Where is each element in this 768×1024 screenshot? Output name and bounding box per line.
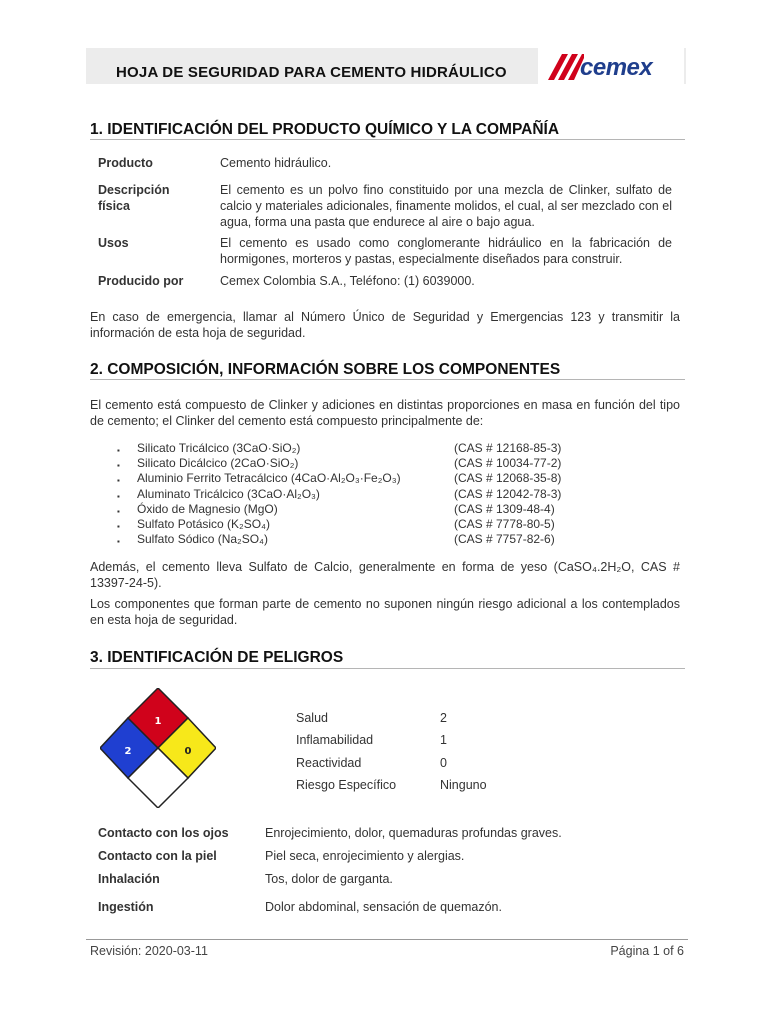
section1-rule — [90, 139, 685, 140]
component-name: Aluminato Tricálcico (3CaO·Al₂O₃) — [137, 486, 320, 501]
section3-heading: 3. IDENTIFICACIÓN DE PELIGROS — [90, 649, 344, 666]
calcium-sulfate-note: Además, el cemento lleva Sulfato de Calcio, generalmente en forma de yeso (CaSO₄.2H₂O, CAS # 13397-24-5). — [90, 560, 680, 590]
component-bullet: ▪ — [117, 446, 120, 455]
component-name: Silicato Dicálcico (2CaO·SiO₂) — [137, 456, 299, 471]
component-cas: (CAS # 12068-35-8) — [454, 471, 562, 486]
component-name: Sulfato Sódico (Na₂SO₄) — [137, 532, 268, 547]
hazard-label-riesgo-especifico: Riesgo Específico — [296, 778, 397, 792]
component-cas: (CAS # 1309-48-4) — [454, 501, 555, 516]
cemex-logo-stripes-icon — [538, 48, 584, 84]
cemex-logo — [538, 48, 684, 84]
hazard-label-inflamabilidad: Inflamabilidad — [296, 733, 374, 747]
effect-value-inhalacion: Tos, dolor de garganta. — [265, 872, 393, 886]
effect-value-piel: Piel seca, enrojecimiento y alergias. — [265, 849, 465, 863]
section3-rule — [90, 668, 685, 669]
hazard-label-salud: Salud — [296, 711, 328, 725]
hazard-value-reactividad: 0 — [440, 756, 447, 770]
effect-label-ojos: Contacto con los ojos — [98, 826, 229, 840]
component-name: Sulfato Potásico (K₂SO₄) — [137, 517, 270, 531]
section1-heading: 1. IDENTIFICACIÓN DEL PRODUCTO QUÍMICO Y LA COMPAÑÍA — [90, 121, 560, 138]
footer-rule — [86, 939, 688, 940]
component-cas: (CAS # 7757-82-6) — [454, 532, 555, 547]
component-cas: (CAS # 12168-85-3) — [454, 441, 562, 455]
component-bullet: ▪ — [117, 537, 120, 547]
label-descripcion: Descripción física — [98, 183, 170, 213]
effect-label-inhalacion: Inhalación — [98, 872, 160, 886]
component-bullet: ▪ — [117, 522, 120, 531]
effect-label-ingestion: Ingestión — [98, 900, 154, 914]
nfpa-diamond-icon — [100, 688, 216, 808]
component-cas: (CAS # 12042-78-3) — [454, 486, 562, 501]
page-number: Página 1 of 6 — [610, 944, 684, 958]
component-cas: (CAS # 10034-77-2) — [454, 456, 562, 471]
value-producido-por: Cemex Colombia S.A., Teléfono: (1) 6039000. — [220, 274, 475, 288]
document-title: HOJA DE SEGURIDAD PARA CEMENTO HIDRÁULICO — [116, 64, 507, 81]
composition-intro: El cemento está compuesto de Clinker y adiciones en distintas proporciones en masa en función del tipo de cemento; el Clinker del cemento está compuesto principalmente de: — [90, 398, 680, 428]
value-descripcion: El cemento es un polvo fino constituido por una mezcla de Clinker, sulfato de calcio y materiales adicionales, finamente molidos, el cual, al ser mezclado con el agua, forma una pasta que endurece al aire o bajo agua. — [220, 183, 672, 229]
label-producido-por: Producido por — [98, 274, 184, 288]
hazard-label-reactividad: Reactividad — [296, 756, 362, 770]
component-name: Aluminio Ferrito Tetracálcico (4CaO·Al₂O₃·Fe₂O₃) — [137, 471, 401, 486]
risk-note: Los componentes que forman parte de cemento no suponen ningún riesgo adicional a los contemplados en esta hoja de seguridad. — [90, 597, 680, 627]
component-bullet: ▪ — [117, 476, 120, 486]
nfpa-health-value: 2 — [124, 746, 132, 757]
component-bullet: ▪ — [117, 491, 120, 501]
effect-label-piel: Contacto con la piel — [98, 849, 217, 863]
hazard-value-salud: 2 — [440, 711, 447, 725]
section2-rule — [90, 379, 685, 380]
hazard-value-riesgo-especifico: Ninguno — [440, 778, 487, 792]
cemex-logo-text: cemex — [580, 54, 653, 81]
component-name: Óxido de Magnesio (MgO) — [137, 501, 278, 516]
component-name: Silicato Tricálcico (3CaO·SiO₂) — [137, 441, 301, 455]
value-usos: El cemento es usado como conglomerante hidráulico en la fabricación de hormigones, morteros y pastas, especialmente diseñados para construir. — [220, 236, 672, 266]
hazard-value-inflamabilidad: 1 — [440, 733, 447, 747]
effect-value-ingestion: Dolor abdominal, sensación de quemazón. — [265, 900, 502, 914]
nfpa-reactivity-value: 0 — [184, 746, 192, 757]
revision-date: Revisión: 2020-03-11 — [90, 944, 208, 958]
label-usos: Usos — [98, 236, 129, 250]
emergency-paragraph: En caso de emergencia, llamar al Número Único de Seguridad y Emergencias 123 y transmitir la información de esta hoja de seguridad. — [90, 310, 680, 340]
component-bullet: ▪ — [117, 506, 120, 516]
effect-value-ojos: Enrojecimiento, dolor, quemaduras profundas graves. — [265, 826, 562, 840]
label-producto: Producto — [98, 156, 153, 170]
nfpa-flammability-value: 1 — [154, 716, 162, 727]
component-bullet: ▪ — [117, 461, 120, 471]
section2-heading: 2. COMPOSICIÓN, INFORMACIÓN SOBRE LOS COMPONENTES — [90, 361, 561, 378]
component-cas: (CAS # 7778-80-5) — [454, 517, 555, 531]
value-producto: Cemento hidráulico. — [220, 156, 332, 170]
